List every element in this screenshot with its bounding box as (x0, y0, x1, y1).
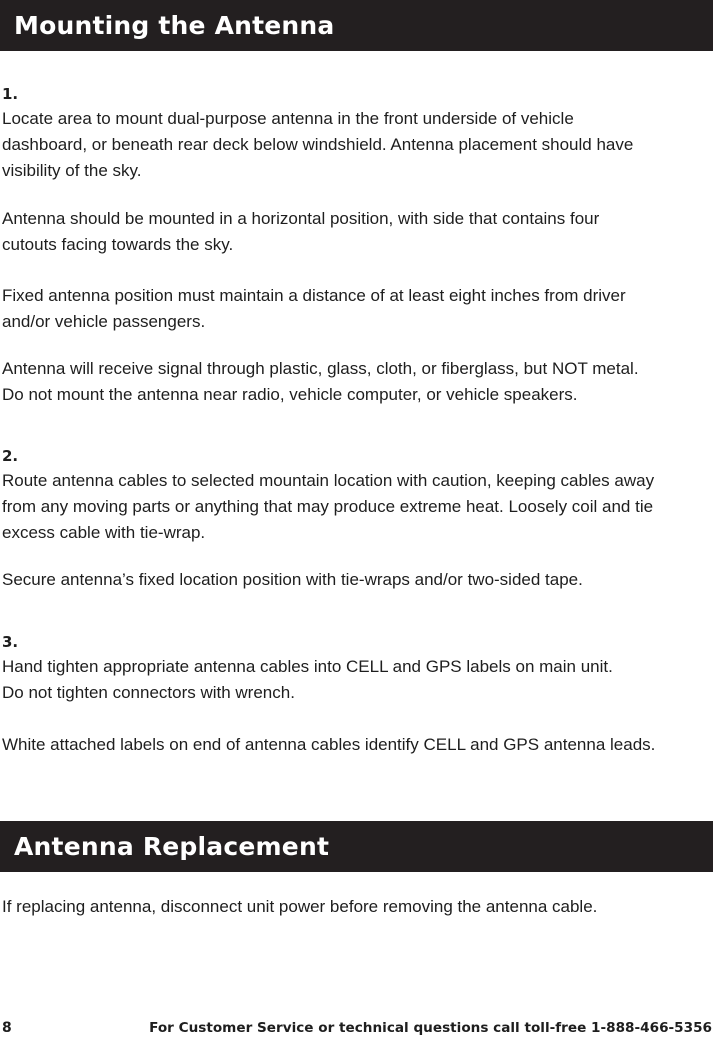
step-2-p1-line-1: Route antenna cables to selected mountain location with caution, keeping cables away (2, 471, 655, 490)
step-1-p4-line-2: Do not mount the antenna near radio, vehicle computer, or vehicle speakers. (2, 385, 578, 404)
step-2-number: 2. (2, 447, 19, 465)
section-title-mounting: Mounting the Antenna (0, 0, 713, 51)
step-3-paragraph-2 (2, 732, 707, 758)
step-1-paragraph-4 (2, 356, 707, 408)
step-1-number: 1. (2, 85, 19, 103)
step-1-paragraph-2 (2, 206, 707, 258)
step-2-p2-line-1: Secure antenna’s fixed location position with tie-wraps and/or two-sided tape. (2, 570, 583, 589)
step-2-paragraph-2 (2, 567, 707, 593)
step-1-p1-line-3: visibility of the sky. (2, 161, 142, 180)
step-1-p1-line-1: Locate area to mount dual-purpose antenna in the front underside of vehicle (2, 109, 574, 128)
step-1-p3-line-2: and/or vehicle passengers. (2, 312, 206, 331)
step-3-p2-line-1: White attached labels on end of antenna cables identify CELL and GPS antenna leads. (2, 735, 656, 754)
step-1-p2-line-2: cutouts facing towards the sky. (2, 235, 234, 254)
step-1-p1-line-2: dashboard, or beneath rear deck below windshield. Antenna placement should have (2, 135, 634, 154)
replacement-text: If replacing antenna, disconnect unit power before removing the antenna cable. (2, 897, 598, 916)
step-3-p1-line-1: Hand tighten appropriate antenna cables into CELL and GPS labels on main unit. (2, 657, 613, 676)
page-number: 8 (2, 1020, 12, 1036)
step-2-paragraph-1 (2, 468, 707, 546)
footer-contact-line: For Customer Service or technical questions call toll-free 1-888-466-5356 (149, 1020, 712, 1036)
section-title-replacement: Antenna Replacement (0, 821, 713, 872)
step-1-paragraph-1 (2, 106, 707, 184)
step-1-paragraph-3 (2, 283, 707, 335)
step-1-p4-line-1: Antenna will receive signal through plastic, glass, cloth, or fiberglass, but NOT metal. (2, 359, 639, 378)
step-1-p2-line-1: Antenna should be mounted in a horizontal position, with side that contains four (2, 209, 600, 228)
step-2-p1-line-2: from any moving parts or anything that may produce extreme heat. Loosely coil and tie (2, 497, 654, 516)
step-2-p1-line-3: excess cable with tie-wrap. (2, 523, 206, 542)
step-3-p1-line-2: Do not tighten connectors with wrench. (2, 683, 295, 702)
step-3-number: 3. (2, 633, 19, 651)
step-3-paragraph-1 (2, 654, 707, 706)
step-1-p3-line-1: Fixed antenna position must maintain a distance of at least eight inches from driver (2, 286, 626, 305)
